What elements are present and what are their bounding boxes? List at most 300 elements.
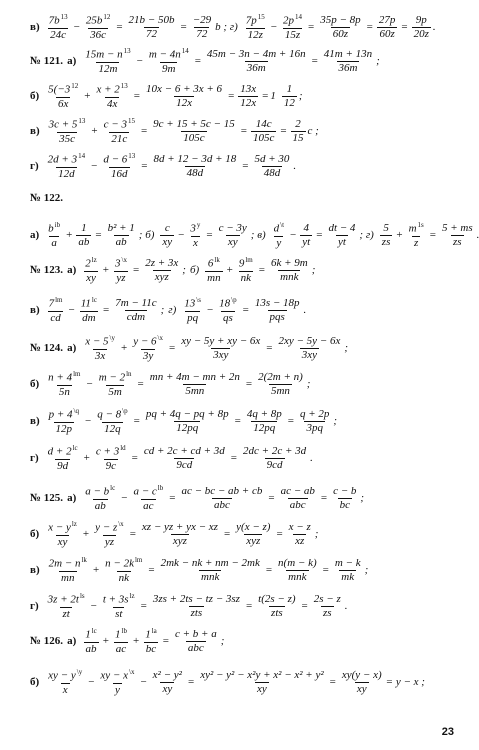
fraction <box>244 14 267 41</box>
fraction <box>46 521 79 548</box>
numerator: 3zs + 2ts − tz − 3sz <box>152 592 240 605</box>
fraction <box>142 446 227 471</box>
numerator: 45m − 3n − 4m + 16n <box>206 47 306 60</box>
denominator: 36m <box>246 61 266 74</box>
inline-text: ; <box>360 491 365 504</box>
multiplier-mark: \p <box>231 296 237 304</box>
operator: = <box>133 414 140 427</box>
item-label: а) <box>67 491 77 504</box>
numerator: dt − 4 <box>328 221 356 234</box>
operator: = <box>320 491 328 504</box>
numerator: $c + 3^{ld}$ <box>95 444 126 458</box>
exercise-row <box>30 593 456 620</box>
fraction <box>47 14 70 41</box>
denominator: nk <box>240 271 251 284</box>
fraction <box>291 119 306 144</box>
numerator: $2m - n^{lk}$ <box>48 556 87 570</box>
multiplier-mark: 13 <box>78 117 86 125</box>
operator: − <box>270 20 277 33</box>
fraction <box>269 258 310 283</box>
fraction <box>272 222 286 249</box>
denominator: 16d <box>111 167 128 180</box>
fraction <box>47 297 65 324</box>
fraction <box>160 223 174 248</box>
denominator: 6x <box>58 97 69 110</box>
numerator: $2d + 3^{14}$ <box>47 152 86 166</box>
item-label: а) <box>67 634 77 647</box>
fraction <box>147 48 191 75</box>
operator: = <box>245 377 253 390</box>
numerator: $a - b^{lc}$ <box>85 484 116 498</box>
exercise-row <box>30 118 456 145</box>
exercise-row <box>30 628 456 655</box>
item-label: в) <box>30 303 40 316</box>
numerator: 6k + 9m <box>270 256 308 269</box>
denominator: 5m <box>108 385 122 398</box>
denominator: zs <box>322 606 332 619</box>
fraction <box>298 409 331 434</box>
denominator: 3xy <box>213 348 229 361</box>
inline-text: ; б) <box>138 228 155 241</box>
numerator: t(2s − z) <box>258 592 296 605</box>
numerator: $d^{\backslash t}$ <box>273 221 285 235</box>
numerator: xy(y − x) <box>341 668 382 681</box>
fraction <box>95 408 129 435</box>
fraction <box>182 297 203 324</box>
multiplier-mark: ln <box>126 370 132 378</box>
multiplier-mark: 14 <box>181 47 189 55</box>
numerator: $m - 2^{ln}$ <box>98 370 132 384</box>
inline-text: ; в) <box>250 228 266 241</box>
numerator: $2p^{14}$ <box>282 13 302 27</box>
operator: = <box>102 303 110 316</box>
multiplier-mark: y <box>196 221 201 229</box>
fraction <box>143 258 180 283</box>
page-number: 23 <box>441 726 454 738</box>
numerator: n(m − k) <box>278 556 317 569</box>
operator: = <box>245 599 253 612</box>
denominator: 12z <box>247 28 263 41</box>
multiplier-mark: lm <box>134 556 143 564</box>
numerator: $x - y^{lz}$ <box>48 520 77 534</box>
fraction <box>47 118 88 145</box>
numerator: 5d + 30 <box>254 152 290 165</box>
numerator: $a - c^{lb}$ <box>133 484 164 498</box>
denominator: a <box>51 236 57 249</box>
multiplier-mark: 15 <box>127 117 135 125</box>
exercise-row <box>30 408 456 435</box>
fraction <box>245 409 284 434</box>
multiplier-mark: lm <box>245 256 253 264</box>
numerator: 41m + 13n <box>323 47 373 60</box>
denominator: xy <box>162 682 173 695</box>
numerator: $18^{\backslash p}$ <box>219 296 237 310</box>
fraction <box>377 15 398 40</box>
inline-text: ; <box>306 377 311 390</box>
multiplier-mark: \y <box>76 668 83 676</box>
numerator: c − b <box>333 484 357 497</box>
denominator: z <box>414 236 419 249</box>
denominator: 3x <box>94 349 106 362</box>
multiplier-mark: ls <box>79 592 85 600</box>
numerator: $3z + 2t^{ls}$ <box>47 592 85 606</box>
multiplier-mark: \x <box>118 520 124 528</box>
denominator: 9c <box>105 459 116 472</box>
exercise-number: № 125. <box>30 491 64 504</box>
numerator: 2xy − 5y − 6x <box>278 334 341 347</box>
item-label: г) <box>30 159 39 172</box>
multiplier-mark: 12 <box>103 13 111 21</box>
denominator: mnk <box>288 570 307 583</box>
exercise-row <box>30 297 456 324</box>
denominator: mk <box>341 570 355 583</box>
numerator: $m^{1s}$ <box>408 221 424 235</box>
denominator: mn <box>61 571 75 584</box>
denominator: mnk <box>280 270 299 283</box>
fraction <box>83 48 132 75</box>
multiplier-mark: 13 <box>60 13 68 21</box>
denominator: 60z <box>332 27 349 40</box>
denominator: 36m <box>338 61 358 74</box>
numerator: 1 <box>286 82 293 95</box>
numerator: ac − ab <box>280 484 315 497</box>
numerator: 35p − 8p <box>320 13 361 26</box>
item-label: а) <box>67 263 77 276</box>
denominator: yt <box>302 235 311 248</box>
denominator: mn <box>207 271 221 284</box>
denominator: 15 <box>292 131 304 144</box>
operator: = <box>140 124 148 137</box>
inline-text: b ; г) <box>215 20 238 33</box>
exercise-row <box>30 153 456 180</box>
denominator: zts <box>271 606 283 619</box>
fraction <box>241 446 308 471</box>
fraction <box>198 670 325 695</box>
item-label: б) <box>30 89 40 102</box>
numerator: $3c + 5^{13}$ <box>48 117 86 131</box>
exercise-row <box>30 335 456 362</box>
denominator: 4x <box>106 97 118 110</box>
fraction <box>106 223 137 248</box>
fraction <box>179 336 262 361</box>
denominator: mnk <box>201 570 220 583</box>
denominator: xy <box>57 535 68 548</box>
fraction <box>94 83 129 110</box>
operator: + <box>91 124 98 137</box>
operator: = <box>242 159 249 172</box>
denominator: 12m <box>98 62 118 75</box>
operator: = <box>137 377 144 390</box>
operator: = <box>194 54 201 67</box>
operator: + <box>92 563 100 576</box>
multiplier-mark: ld <box>120 444 126 452</box>
inline-text: ; <box>333 414 338 427</box>
numerator: mn + 4m − mn + 2n <box>149 370 240 383</box>
fraction <box>252 154 291 179</box>
numerator: $11^{lc}$ <box>80 296 97 310</box>
fraction <box>251 119 276 144</box>
inline-text: г) <box>168 303 177 316</box>
numerator: 2dc + 2c + 3d <box>243 444 307 457</box>
denominator: 20z <box>413 27 429 40</box>
denominator: xyz <box>154 270 169 283</box>
exercise-row <box>30 521 456 548</box>
fraction <box>205 49 308 74</box>
denominator: 12x <box>176 96 192 109</box>
fraction <box>253 298 302 323</box>
fraction <box>237 257 255 284</box>
fraction <box>412 15 431 40</box>
fraction <box>46 222 62 249</box>
operator: − <box>136 54 143 67</box>
multiplier-mark: \p <box>122 407 128 415</box>
inline-text: 1 <box>270 89 276 102</box>
item-label: а) <box>30 228 40 241</box>
denominator: xz <box>295 534 305 547</box>
fraction <box>331 486 358 511</box>
denominator: x <box>62 683 68 696</box>
item-label: в) <box>30 414 40 427</box>
denominator: xy <box>257 682 267 695</box>
numerator: xy − 5y + xy − 6x <box>181 334 261 347</box>
multiplier-mark: \q <box>73 407 79 415</box>
multiplier-mark: lz <box>129 592 135 600</box>
exercise-number: № 122. <box>30 192 64 204</box>
numerator: $1^{la}$ <box>145 627 157 641</box>
operator: = <box>140 599 147 612</box>
denominator: 3xy <box>301 348 318 361</box>
fraction <box>217 297 238 324</box>
fraction <box>103 557 144 584</box>
numerator: 4 <box>303 221 309 234</box>
operator: + <box>84 89 91 102</box>
multiplier-mark: \x <box>121 256 127 264</box>
fraction <box>102 118 137 145</box>
fraction <box>140 522 220 547</box>
denominator: ab <box>115 235 127 248</box>
denominator: zts <box>190 606 203 619</box>
operator: − <box>73 20 80 33</box>
fraction <box>238 84 258 109</box>
denominator: xyz <box>172 534 187 547</box>
numerator: 13s − 18p <box>254 296 300 309</box>
inline-text: ; <box>344 341 349 354</box>
numerator: 27p <box>378 13 396 26</box>
multiplier-mark: lc <box>91 296 97 304</box>
fraction <box>173 629 219 654</box>
fraction <box>151 154 238 179</box>
item-label: б) <box>30 675 40 688</box>
multiplier-mark: 12 <box>71 82 79 90</box>
numerator: $5(-3^{12}$ <box>48 82 79 96</box>
operator: = <box>206 228 213 241</box>
operator: = <box>230 451 238 464</box>
denominator: zs <box>381 235 391 248</box>
fraction <box>276 336 342 361</box>
operator: = <box>276 527 283 540</box>
operator: = <box>280 124 287 137</box>
multiplier-mark: ib <box>54 221 61 229</box>
operator: = <box>266 341 273 354</box>
numerator: c <box>164 221 170 234</box>
fraction <box>79 297 99 324</box>
denominator: zt <box>62 607 70 620</box>
multiplier-mark: \s <box>196 296 201 304</box>
operator: = <box>162 634 169 647</box>
operator: = <box>366 20 373 33</box>
operator: − <box>206 303 214 316</box>
inline-text: ; <box>376 54 380 67</box>
denominator: 9cd <box>266 458 283 471</box>
denominator: yz <box>116 271 126 284</box>
exercise-number: № 123. <box>30 263 64 276</box>
inline-text: ; <box>298 89 303 102</box>
operator: = <box>262 89 269 102</box>
denominator: ac <box>143 499 154 512</box>
operator: = <box>401 20 408 33</box>
fraction <box>46 153 87 180</box>
inline-text: ; <box>314 527 319 540</box>
operator: − <box>178 228 185 241</box>
denominator: 12q <box>104 422 121 435</box>
operator: + <box>121 341 128 354</box>
numerator: $1^{lc}$ <box>85 627 97 641</box>
numerator: c + b + a <box>174 627 217 640</box>
operator: + <box>396 228 403 241</box>
denominator: cd <box>50 311 61 324</box>
operator: = <box>148 563 155 576</box>
numerator: 3$^y$ <box>190 221 201 235</box>
fraction <box>279 486 317 511</box>
denominator: bc <box>145 642 157 655</box>
fraction <box>179 486 264 511</box>
denominator: 5n <box>58 385 70 398</box>
fraction <box>46 593 87 620</box>
item-label: б) <box>30 377 40 390</box>
item-label: г) <box>30 451 39 464</box>
multiplier-mark: 14 <box>78 152 86 160</box>
operator: = <box>228 89 235 102</box>
fraction <box>205 257 222 284</box>
numerator: $b^{ib}$ <box>48 221 61 235</box>
denominator: pqs <box>269 310 285 323</box>
denominator: y <box>276 236 282 249</box>
denominator: nk <box>118 571 129 584</box>
operator: − <box>91 159 98 172</box>
multiplier-mark: \x <box>129 668 135 676</box>
fraction <box>47 408 81 435</box>
multiplier-mark: 13 <box>123 47 131 55</box>
operator: = <box>316 228 323 241</box>
multiplier-mark: 15 <box>257 13 265 21</box>
fraction <box>256 372 305 397</box>
multiplier-mark: \y <box>109 334 115 342</box>
exercise-row <box>30 221 473 249</box>
denominator: 48d <box>263 166 281 179</box>
fraction <box>407 222 426 249</box>
numerator: 13x <box>240 82 257 95</box>
numerator: 2z + 3x <box>145 256 179 269</box>
numerator: 21b − 50b <box>128 13 175 26</box>
numerator: $t + 3s^{lz}$ <box>102 592 135 606</box>
denominator: 48d <box>186 166 204 179</box>
numerator: $n + 4^{lm}$ <box>48 370 81 384</box>
fraction <box>93 521 126 548</box>
fraction <box>380 223 393 248</box>
fraction <box>76 223 91 248</box>
operator: − <box>90 599 97 612</box>
fraction <box>113 257 129 284</box>
fraction <box>256 594 297 619</box>
operator: − <box>85 414 92 427</box>
numerator: x − z <box>288 520 311 533</box>
operator: = <box>129 527 136 540</box>
exercise-row <box>30 14 456 41</box>
inline-text: ; <box>182 263 186 276</box>
denominator: 60z <box>379 27 395 40</box>
denominator: y <box>114 683 120 696</box>
numerator: 8d + 12 − 3d + 18 <box>153 152 237 165</box>
operator: = <box>287 414 294 427</box>
multiplier-mark: 14 <box>294 13 302 21</box>
operator: = <box>268 491 275 504</box>
numerator: −29 <box>192 13 212 26</box>
operator: + <box>82 527 90 540</box>
inline-text: . <box>303 303 307 316</box>
exercise-row <box>30 193 456 204</box>
fraction <box>83 257 99 284</box>
multiplier-mark: lc <box>72 444 78 452</box>
numerator: xy − $x^{\backslash x}$ <box>100 668 135 682</box>
denominator: 72 <box>196 27 208 40</box>
fraction <box>151 670 184 695</box>
exercise-row <box>30 557 456 584</box>
denominator: dm <box>82 311 96 324</box>
numerator: xy² − y² − x²y + x² − x² + y² <box>200 668 324 681</box>
fraction <box>46 445 80 472</box>
item-label: а) <box>67 341 77 354</box>
operator: = <box>168 341 176 354</box>
multiplier-mark: lz <box>91 256 97 264</box>
numerator: 2mk − nk + nm − 2mk <box>160 556 260 569</box>
fraction <box>281 14 304 41</box>
numerator: $13^{\backslash s}$ <box>184 296 201 310</box>
fraction <box>234 522 272 547</box>
denominator: abc <box>213 498 230 511</box>
denominator: 9cd <box>176 458 193 471</box>
denominator: x <box>192 236 198 249</box>
exercise-row <box>30 485 456 512</box>
fraction <box>113 298 158 323</box>
numerator: b² + 1 <box>107 221 135 234</box>
numerator: $c - 3^{15}$ <box>103 117 135 131</box>
denominator: xy <box>162 235 173 248</box>
inline-text: . <box>344 599 348 612</box>
fraction <box>322 49 374 74</box>
operator: = <box>322 563 329 576</box>
fraction <box>188 222 202 249</box>
inline-text: ; г) <box>359 228 374 241</box>
multiplier-mark: 13 <box>128 152 136 160</box>
multiplier-mark: lk <box>214 256 220 264</box>
fraction <box>217 223 249 248</box>
numerator: $y - z^{\backslash x}$ <box>95 520 124 534</box>
numerator: 10x − 6 + 3x + 6 <box>146 82 223 95</box>
multiplier-mark: lb <box>157 484 164 492</box>
numerator: xy − $y^{\backslash y}$ <box>48 668 83 682</box>
numerator: 7m − 11c <box>115 296 157 309</box>
fraction <box>83 335 117 362</box>
